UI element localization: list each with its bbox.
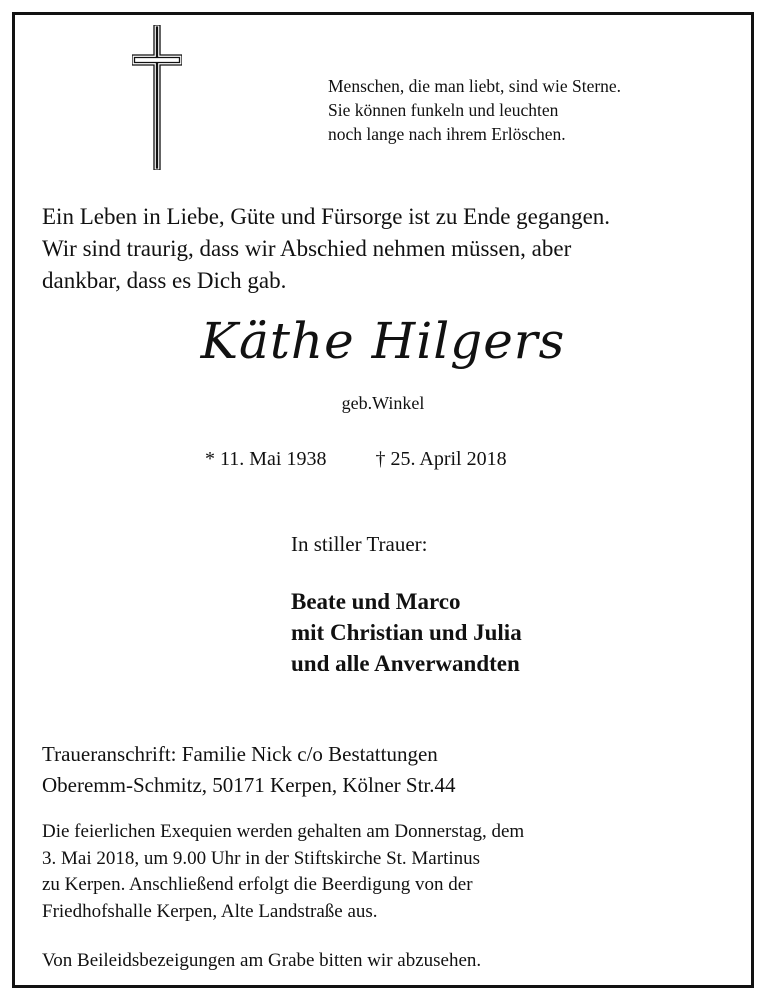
intro-text bbox=[42, 201, 610, 297]
mourning-heading: In stiller Trauer: bbox=[291, 532, 428, 556]
quote-line: noch lange nach ihrem Erlöschen. bbox=[328, 124, 566, 144]
mourner-line: und alle Anverwandten bbox=[291, 651, 520, 676]
address-line: Oberemm-Schmitz, 50171 Kerpen, Kölner Str.44 bbox=[42, 773, 456, 797]
service-line: Die feierlichen Exequien werden gehalten am Donnerstag, dem bbox=[42, 821, 525, 842]
intro-line: dankbar, dass es Dich gab. bbox=[42, 268, 287, 293]
address-line: Traueranschrift: Familie Nick c/o Bestattungen bbox=[42, 742, 438, 766]
life-dates bbox=[205, 448, 507, 471]
quote-line: Sie können funkeln und leuchten bbox=[328, 100, 559, 120]
mourning-address bbox=[42, 739, 456, 801]
closing-note: Von Beileidsbezeigungen am Grabe bitten wir abzusehen. bbox=[42, 950, 482, 971]
service-details bbox=[42, 819, 524, 925]
cross-icon bbox=[132, 25, 182, 170]
service-line: 3. Mai 2018, um 9.00 Uhr in der Stiftskirche St. Martinus bbox=[42, 847, 481, 869]
intro-line: Wir sind traurig, dass wir Abschied nehmen müssen, aber bbox=[42, 236, 572, 261]
deceased-name: Käthe Hilgers bbox=[200, 312, 566, 370]
birth-date: * 11. Mai 1938 bbox=[205, 448, 327, 470]
birth-name: geb.Winkel bbox=[341, 393, 425, 413]
service-line: zu Kerpen. Anschließend erfolgt die Beerdigung von der bbox=[42, 874, 473, 895]
quote-line: Menschen, die man liebt, sind wie Sterne. bbox=[328, 76, 622, 96]
mourners-list bbox=[291, 586, 522, 679]
service-line: Friedhofshalle Kerpen, Alte Landstraße aus. bbox=[42, 900, 378, 922]
memorial-quote bbox=[328, 74, 621, 146]
intro-line: Ein Leben in Liebe, Güte und Fürsorge ist zu Ende gegangen. bbox=[42, 204, 611, 229]
mourner-line: Beate und Marco bbox=[291, 589, 461, 614]
death-date: † 25. April 2018 bbox=[375, 448, 507, 470]
mourner-line: mit Christian und Julia bbox=[291, 620, 522, 645]
